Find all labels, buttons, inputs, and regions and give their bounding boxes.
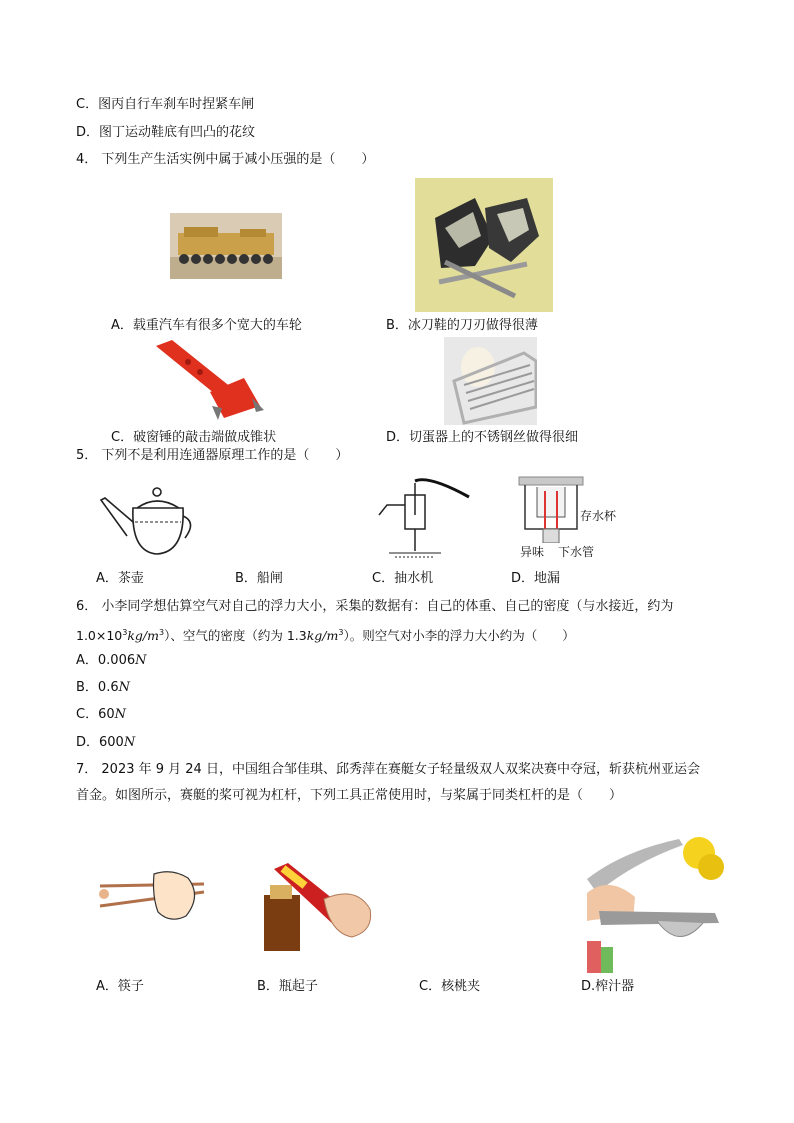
q5-option-a: A．茶壶 [96, 571, 144, 586]
truck-image [170, 213, 282, 279]
q5-stem: 5． 下列不是利用连通器原理工作的是（ ） [76, 448, 349, 463]
q6-option-d: D．600N [76, 735, 136, 750]
q7-line1: 7． 2023 年 9 月 24 日，中国组合邹佳琪、邱秀萍在赛艇女子轻量级双人双桨决赛中夺冠，斩获杭州亚运会 [76, 762, 700, 777]
q6-line2: $1.0\times 10^3kg/m^3$）、空气的密度（约为 $1.3kg/m^3$）。则空气对小李的浮力大小约为（ ） [76, 628, 575, 644]
q7-option-b: B．瓶起子 [257, 979, 318, 994]
drain-label-odor: 异味 [520, 545, 545, 559]
q5-option-c: C．抽水机 [372, 571, 434, 586]
chopsticks-image [96, 866, 208, 926]
q7-option-c: C．核桃夹 [419, 979, 481, 994]
drain-label-cup: 存水杯 [580, 509, 617, 523]
safety-hammer-image [148, 336, 268, 422]
q4-option-d: D．切蛋器上的不锈钢丝做得很细 [386, 430, 579, 445]
q6-option-a: A．0.006N [76, 653, 147, 668]
water-pump-image [369, 475, 474, 561]
drain-label-pipe: 下水管 [558, 545, 595, 559]
q7-option-d: D.榨汁器 [581, 979, 635, 994]
q5-option-b: B．船闸 [235, 571, 283, 586]
q4-stem: 4． 下列生产生活实例中属于减小压强的是（ ） [76, 152, 375, 167]
q4-option-b: B．冰刀鞋的刀刃做得很薄 [386, 318, 538, 333]
q6-line1: 6． 小李同学想估算空气对自己的浮力大小，采集的数据有：自己的体重、自己的密度（与水接近，约为 [76, 599, 674, 614]
q5-option-d: D．地漏 [511, 571, 561, 586]
egg-slicer-image [444, 337, 537, 425]
q4-option-a: A．载重汽车有很多个宽大的车轮 [111, 318, 302, 333]
ice-skate-image [415, 178, 553, 312]
q4-option-c: C．破窗锤的敲击端做成锥状 [111, 430, 277, 445]
q6-option-c: C．60N [76, 707, 126, 722]
teapot-image [97, 478, 197, 558]
juicer-image [583, 831, 728, 973]
prev-option-c: C．图丙自行车刹车时捏紧车闸 [76, 97, 255, 112]
q7-line2: 首金。如图所示，赛艇的桨可视为杠杆，下列工具正常使用时，与桨属于同类杠杆的是（ ） [76, 788, 623, 803]
q6-option-b: B．0.6N [76, 680, 130, 695]
prev-option-d: D．图丁运动鞋底有凹凸的花纹 [76, 125, 256, 140]
bottle-opener-image [260, 855, 376, 951]
q7-option-a: A．筷子 [96, 979, 144, 994]
